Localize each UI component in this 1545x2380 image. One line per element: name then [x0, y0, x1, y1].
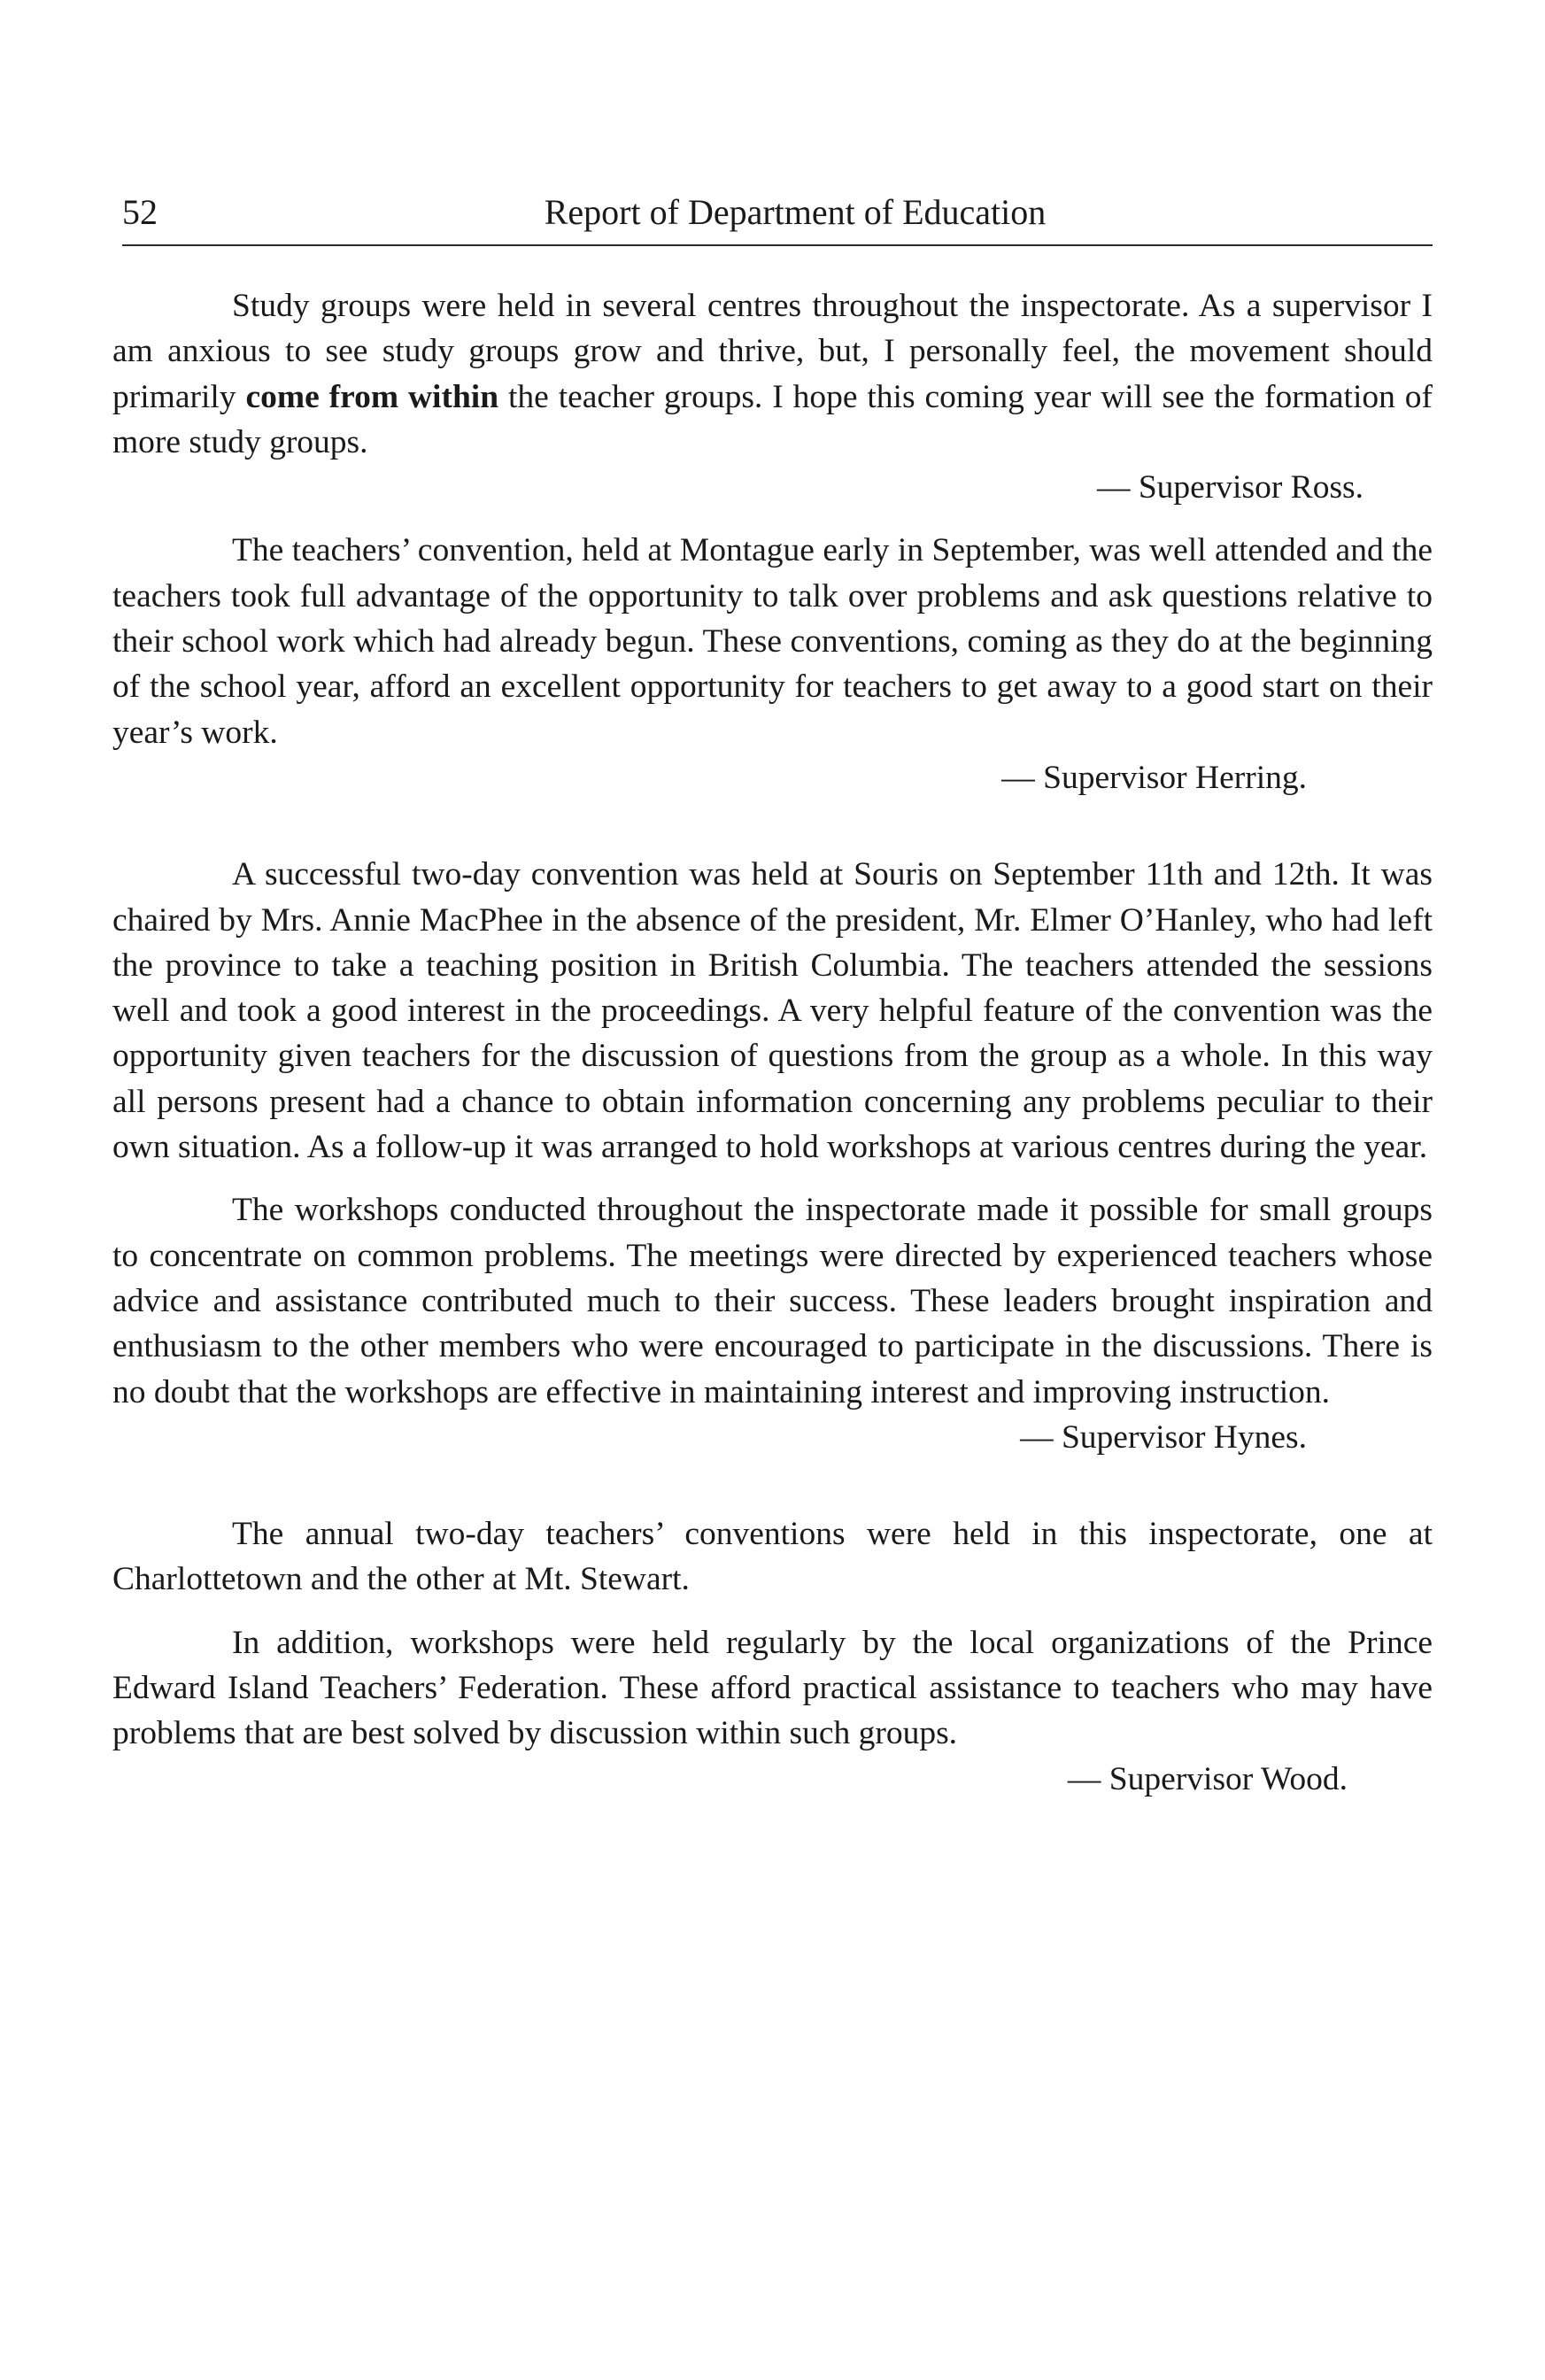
paragraph-annual-conventions: The annual two-day teachers’ conventions were held in this inspectorate, one at Charlottetown and the other at Mt. Stewart. — [112, 1516, 1433, 1598]
body-text — [112, 283, 1433, 1802]
paragraph-federation-workshops: In addition, workshops were held regularly by the local organizations of the Prince Edward Island Teachers’ Federation. These afford practical assistance to teachers who may have problems that are best solved by discussion within such groups. — [112, 1624, 1433, 1752]
paragraph-montague-convention: The teachers’ convention, held at Montague early in September, was well attended and the teachers took full advantage of the opportunity to talk over problems and ask questions relative to their school work which had already begun. These conventions, coming as they do at the beginning of the school year, afford an excellent opportunity for teachers to get away to a good start on their year’s work. — [112, 532, 1433, 751]
page-header — [122, 186, 1433, 239]
signature-wood: — Supervisor Wood. — [1067, 1760, 1348, 1797]
paragraph-souris-convention: A successful two-day convention was held at Souris on September 11th and 12th. It was chaired by Mrs. Annie MacPhee in the absence of the president, Mr. Elmer O’Hanley, who had left the province to take a teaching position in British Columbia. The teachers attended the sessions well and took a good interest in the proceedings. A very helpful feature of the convention was the opportunity given teachers for the discussion of questions from the group as a whole. In this way all persons present had a chance to obtain information concerning any problems peculiar to their own situation. As a follow-up it was arranged to hold workshops at various centres during the year. — [112, 856, 1433, 1166]
paragraph-text: Study groups were held in several centres throughout the inspectorate. As a supervisor I am anxious to see study groups grow and thrive, but, I personally feel, the movement should primarily — [112, 288, 1433, 415]
signature-herring: — Supervisor Herring. — [1001, 759, 1307, 796]
signature-ross: — Supervisor Ross. — [1096, 469, 1363, 506]
page-number: 52 — [122, 192, 158, 232]
emphasis-text: come from within — [245, 378, 499, 415]
paragraph-workshops: The workshops conducted throughout the inspectorate made it possible for small groups to concentrate on common problems. The meetings were directed by experienced teachers whose advice and assistance contributed much to their success. These leaders brought inspiration and enthusiasm to the other members who were encouraged to participate in the discussions. There is no doubt that the workshops are effective in maintaining interest and improving instruction. — [112, 1192, 1433, 1410]
header-rule — [122, 244, 1433, 246]
paragraph-text: the teacher groups. I hope this coming year will see the formation of more study groups. — [112, 378, 1433, 460]
running-title: Report of Department of Education — [544, 192, 1047, 232]
paragraph-study-groups — [112, 283, 1433, 465]
signature-hynes: — Supervisor Hynes. — [1020, 1418, 1307, 1456]
